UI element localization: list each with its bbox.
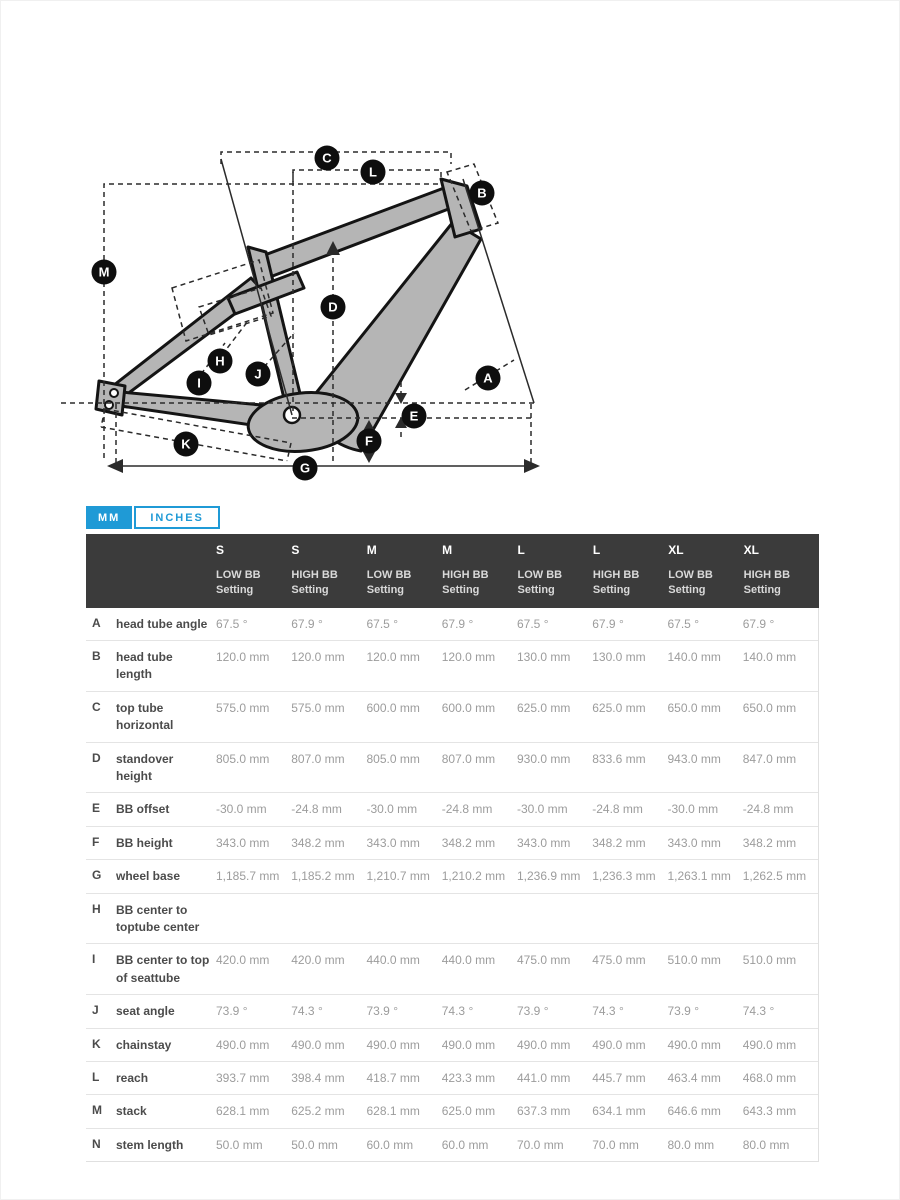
bb-setting-label-line2: Setting — [517, 583, 555, 596]
row-value: 490.0 mm — [291, 1037, 345, 1052]
row-value: 805.0 mm — [216, 751, 270, 766]
size-label: XL — [743, 543, 759, 557]
svg-text:F: F — [365, 433, 373, 449]
row-label: reach — [116, 1070, 149, 1085]
row-value: 67.9 ° — [592, 616, 624, 631]
row-value: 650.0 mm — [667, 700, 721, 715]
row-value: 475.0 mm — [517, 953, 571, 968]
row-value: 67.9 ° — [291, 616, 323, 631]
row-value: 490.0 mm — [216, 1037, 270, 1052]
row-label: BB offset — [116, 802, 170, 817]
svg-text:H: H — [215, 353, 225, 369]
row-value: 1,236.3 mm — [592, 869, 656, 884]
row-value: 463.4 mm — [667, 1070, 721, 1085]
row-value: 420.0 mm — [291, 953, 345, 968]
bb-setting-label: HIGH BB — [743, 569, 791, 581]
diagram-badge-e — [402, 404, 427, 429]
row-value: 343.0 mm — [517, 835, 571, 850]
row-value: 440.0 mm — [441, 953, 496, 968]
row-value: 625.0 mm — [517, 700, 571, 715]
row-value: 1,185.7 mm — [216, 869, 280, 884]
row-value: 423.3 mm — [441, 1070, 496, 1085]
bike-frame-diagram — [1, 1, 900, 496]
diagram-badge-a — [476, 366, 501, 391]
column-header-m-high — [442, 543, 517, 598]
row-value: -24.8 mm — [291, 802, 342, 817]
row-letter: G — [92, 868, 102, 883]
row-value: 1,185.2 mm — [291, 869, 355, 884]
table-body — [86, 608, 819, 1162]
size-label: S — [216, 543, 225, 557]
bb-setting-label: HIGH BB — [291, 569, 338, 581]
row-letter: N — [92, 1136, 101, 1151]
bb-setting-label: LOW BB — [216, 569, 261, 581]
table-row-i — [86, 944, 818, 995]
row-letter: H — [92, 901, 101, 916]
row-value: 1,236.9 mm — [517, 869, 581, 884]
row-value: 60.0 mm — [441, 1137, 489, 1152]
diagram-badge-l — [361, 160, 386, 185]
row-value: 140.0 mm — [667, 650, 721, 665]
row-value: 510.0 mm — [667, 953, 721, 968]
svg-text:D: D — [328, 299, 338, 315]
row-value: 80.0 mm — [742, 1137, 790, 1152]
row-value: 348.2 mm — [441, 835, 496, 850]
column-header-l-low — [518, 543, 593, 598]
column-header-s-high — [291, 543, 366, 598]
row-value: 343.0 mm — [216, 835, 270, 850]
row-value: 60.0 mm — [366, 1137, 414, 1152]
row-value: 1,210.2 mm — [441, 869, 506, 884]
diagram-badge-i — [187, 371, 212, 396]
column-header-xl-low — [668, 543, 743, 598]
row-value: 67.5 ° — [667, 616, 699, 631]
column-header-s-low — [216, 543, 291, 598]
row-value: 74.3 ° — [742, 1004, 775, 1019]
row-value — [517, 902, 592, 903]
row-value: -30.0 mm — [667, 802, 719, 817]
row-value: 628.1 mm — [366, 1104, 420, 1119]
row-value: 50.0 mm — [291, 1137, 338, 1152]
diagram-badge-f — [357, 429, 382, 454]
row-value: 130.0 mm — [517, 650, 571, 665]
table-row-d — [86, 743, 818, 794]
table-row-f — [86, 827, 818, 860]
size-label: M — [366, 543, 377, 557]
row-value: 80.0 mm — [667, 1137, 715, 1152]
table-row-n — [86, 1129, 818, 1161]
row-value: 637.3 mm — [517, 1104, 571, 1119]
diagram-badge-k — [174, 432, 199, 457]
table-row-e — [86, 793, 818, 826]
size-label: XL — [668, 543, 684, 557]
row-label: head tube angle — [116, 616, 208, 631]
row-letter: L — [92, 1069, 100, 1084]
row-value: 418.7 mm — [366, 1070, 420, 1085]
row-value: 67.9 ° — [742, 616, 775, 631]
row-letter: D — [92, 750, 101, 765]
row-value: 120.0 mm — [291, 650, 345, 665]
unit-tabs — [86, 506, 819, 532]
row-value: 120.0 mm — [441, 650, 496, 665]
row-value: 807.0 mm — [441, 751, 496, 766]
column-header-xl-high — [744, 543, 819, 598]
svg-text:G: G — [299, 460, 311, 476]
row-value: 475.0 mm — [592, 953, 646, 968]
row-value: 490.0 mm — [742, 1037, 797, 1052]
geometry-diagram-area — [1, 1, 900, 496]
row-value: 67.5 ° — [366, 616, 398, 631]
size-label: L — [592, 543, 601, 557]
row-value: 847.0 mm — [742, 751, 797, 766]
diagram-badge-b — [470, 181, 495, 206]
bb-setting-label-line2: Setting — [366, 583, 405, 596]
geometry-table-section — [86, 506, 819, 1162]
row-value: 393.7 mm — [216, 1070, 270, 1085]
bb-setting-label: LOW BB — [668, 569, 713, 581]
table-row-g — [86, 860, 818, 893]
table-row-a — [86, 608, 818, 641]
row-value: 625.2 mm — [291, 1104, 345, 1119]
svg-text:E: E — [409, 408, 419, 424]
row-value: 67.5 ° — [216, 616, 248, 631]
row-value: 343.0 mm — [366, 835, 420, 850]
table-header — [86, 534, 819, 608]
row-value: 70.0 mm — [517, 1137, 564, 1152]
table-row-b — [86, 641, 818, 692]
row-value: 490.0 mm — [441, 1037, 496, 1052]
bb-setting-label-line2: Setting — [442, 583, 480, 596]
row-value: 73.9 ° — [216, 1004, 248, 1019]
row-value: 130.0 mm — [592, 650, 646, 665]
row-value: 67.5 ° — [517, 616, 549, 631]
row-value: 120.0 mm — [366, 650, 420, 665]
row-value: 67.9 ° — [441, 616, 474, 631]
row-value: 930.0 mm — [517, 751, 571, 766]
row-value — [216, 902, 291, 903]
row-letter: M — [92, 1103, 102, 1118]
row-letter: C — [92, 699, 101, 714]
row-value: 575.0 mm — [291, 700, 345, 715]
row-value: -24.8 mm — [592, 802, 643, 817]
svg-text:J: J — [254, 366, 262, 382]
bb-setting-label-line2: Setting — [216, 583, 254, 596]
row-letter: B — [92, 649, 101, 664]
table-row-l — [86, 1062, 818, 1095]
row-label: head tube length — [116, 650, 173, 682]
row-value: 70.0 mm — [592, 1137, 639, 1152]
diagram-badge-d — [321, 295, 346, 320]
svg-text:I: I — [197, 375, 201, 391]
row-value: 1,263.1 mm — [667, 869, 731, 884]
bb-setting-label-line2: Setting — [291, 583, 329, 596]
row-value: 73.9 ° — [667, 1004, 699, 1019]
row-value: 625.0 mm — [441, 1104, 496, 1119]
row-label: stem length — [116, 1137, 184, 1152]
row-value: 634.1 mm — [592, 1104, 646, 1119]
row-label: BB center to toptube center — [116, 902, 200, 934]
table-row-j — [86, 995, 818, 1028]
row-value: -30.0 mm — [517, 802, 568, 817]
row-letter: K — [92, 1036, 101, 1051]
row-value: 490.0 mm — [366, 1037, 420, 1052]
row-value: 74.3 ° — [441, 1004, 474, 1019]
size-label: M — [442, 543, 453, 557]
row-value: 74.3 ° — [291, 1004, 323, 1019]
row-value: 50.0 mm — [216, 1137, 263, 1152]
table-row-m — [86, 1095, 818, 1128]
row-value: 343.0 mm — [667, 835, 721, 850]
row-value: 575.0 mm — [216, 700, 270, 715]
row-value: 73.9 ° — [366, 1004, 398, 1019]
table-row-k — [86, 1029, 818, 1062]
row-value: 600.0 mm — [366, 700, 420, 715]
svg-text:B: B — [477, 185, 487, 201]
svg-text:M: M — [98, 264, 110, 280]
diagram-badge-h — [208, 349, 233, 374]
bb-setting-label-line2: Setting — [668, 583, 706, 596]
bb-setting-label: LOW BB — [517, 569, 563, 581]
svg-text:A: A — [483, 370, 493, 386]
row-value — [291, 902, 366, 903]
row-value: 805.0 mm — [366, 751, 420, 766]
row-value: 1,210.7 mm — [366, 869, 430, 884]
tab-mm[interactable]: MM — [86, 506, 132, 529]
row-label: standover height — [116, 751, 174, 784]
row-value — [592, 902, 667, 903]
row-value: 468.0 mm — [742, 1070, 797, 1085]
diagram-badge-m — [92, 260, 117, 285]
column-header-l-high — [593, 543, 668, 598]
row-value: 510.0 mm — [742, 953, 797, 968]
diagram-badge-g — [293, 456, 318, 481]
svg-text:L: L — [369, 164, 377, 180]
row-value: 74.3 ° — [592, 1004, 624, 1019]
row-label: chainstay — [116, 1037, 172, 1052]
bb-setting-label-line2: Setting — [592, 583, 631, 596]
bb-setting-label: HIGH BB — [592, 569, 640, 581]
table-row-c — [86, 692, 818, 743]
row-value: 73.9 ° — [517, 1004, 549, 1019]
row-value: 490.0 mm — [667, 1037, 721, 1052]
size-label: L — [517, 543, 525, 557]
row-value: 348.2 mm — [742, 835, 797, 850]
row-value: 646.6 mm — [667, 1104, 721, 1119]
row-letter: F — [92, 834, 100, 849]
row-letter: E — [92, 801, 101, 816]
row-value: 348.2 mm — [592, 835, 646, 850]
row-value: 807.0 mm — [291, 751, 345, 766]
header-spacer — [86, 543, 216, 598]
row-value: 120.0 mm — [216, 650, 270, 665]
bb-setting-label-line2: Setting — [743, 583, 781, 596]
row-value: 643.3 mm — [742, 1104, 797, 1119]
row-value: 833.6 mm — [592, 751, 646, 766]
row-value: 650.0 mm — [742, 700, 797, 715]
row-value: 445.7 mm — [592, 1070, 646, 1085]
row-label: BB center to top of seattube — [116, 953, 210, 985]
row-value: -24.8 mm — [742, 802, 794, 817]
row-value — [668, 902, 743, 903]
row-value — [442, 902, 517, 903]
row-value: 625.0 mm — [592, 700, 646, 715]
row-label: wheel base — [116, 869, 181, 884]
diagram-badge-c — [315, 146, 340, 171]
row-value: 1,262.5 mm — [742, 869, 807, 884]
row-label: stack — [116, 1104, 147, 1119]
size-label: S — [291, 543, 300, 557]
row-value: 490.0 mm — [517, 1037, 571, 1052]
row-letter: A — [92, 615, 101, 630]
row-label: BB height — [116, 835, 173, 850]
row-value: 943.0 mm — [667, 751, 721, 766]
row-value: 440.0 mm — [366, 953, 420, 968]
svg-text:C: C — [322, 150, 332, 166]
table-row-h — [86, 894, 818, 945]
row-letter: I — [92, 952, 96, 967]
row-value: 398.4 mm — [291, 1070, 345, 1085]
row-label: seat angle — [116, 1004, 175, 1019]
row-value — [367, 902, 442, 903]
row-value: 490.0 mm — [592, 1037, 646, 1052]
row-value: 140.0 mm — [742, 650, 797, 665]
svg-text:K: K — [181, 436, 191, 452]
bb-setting-label: HIGH BB — [442, 569, 489, 581]
row-value: -30.0 mm — [216, 802, 267, 817]
column-header-m-low — [367, 543, 442, 598]
row-value: 420.0 mm — [216, 953, 270, 968]
row-value: 348.2 mm — [291, 835, 345, 850]
row-value: 600.0 mm — [441, 700, 496, 715]
bb-setting-label: LOW BB — [366, 569, 412, 581]
row-value: 628.1 mm — [216, 1104, 270, 1119]
row-label: top tube horizontal — [116, 700, 174, 733]
row-letter: J — [92, 1003, 99, 1018]
diagram-badge-j — [246, 362, 271, 387]
row-value — [743, 902, 818, 903]
tab-inches[interactable]: INCHES — [134, 506, 220, 529]
row-value: -30.0 mm — [366, 802, 418, 817]
row-value: -24.8 mm — [441, 802, 493, 817]
row-value: 441.0 mm — [517, 1070, 571, 1085]
